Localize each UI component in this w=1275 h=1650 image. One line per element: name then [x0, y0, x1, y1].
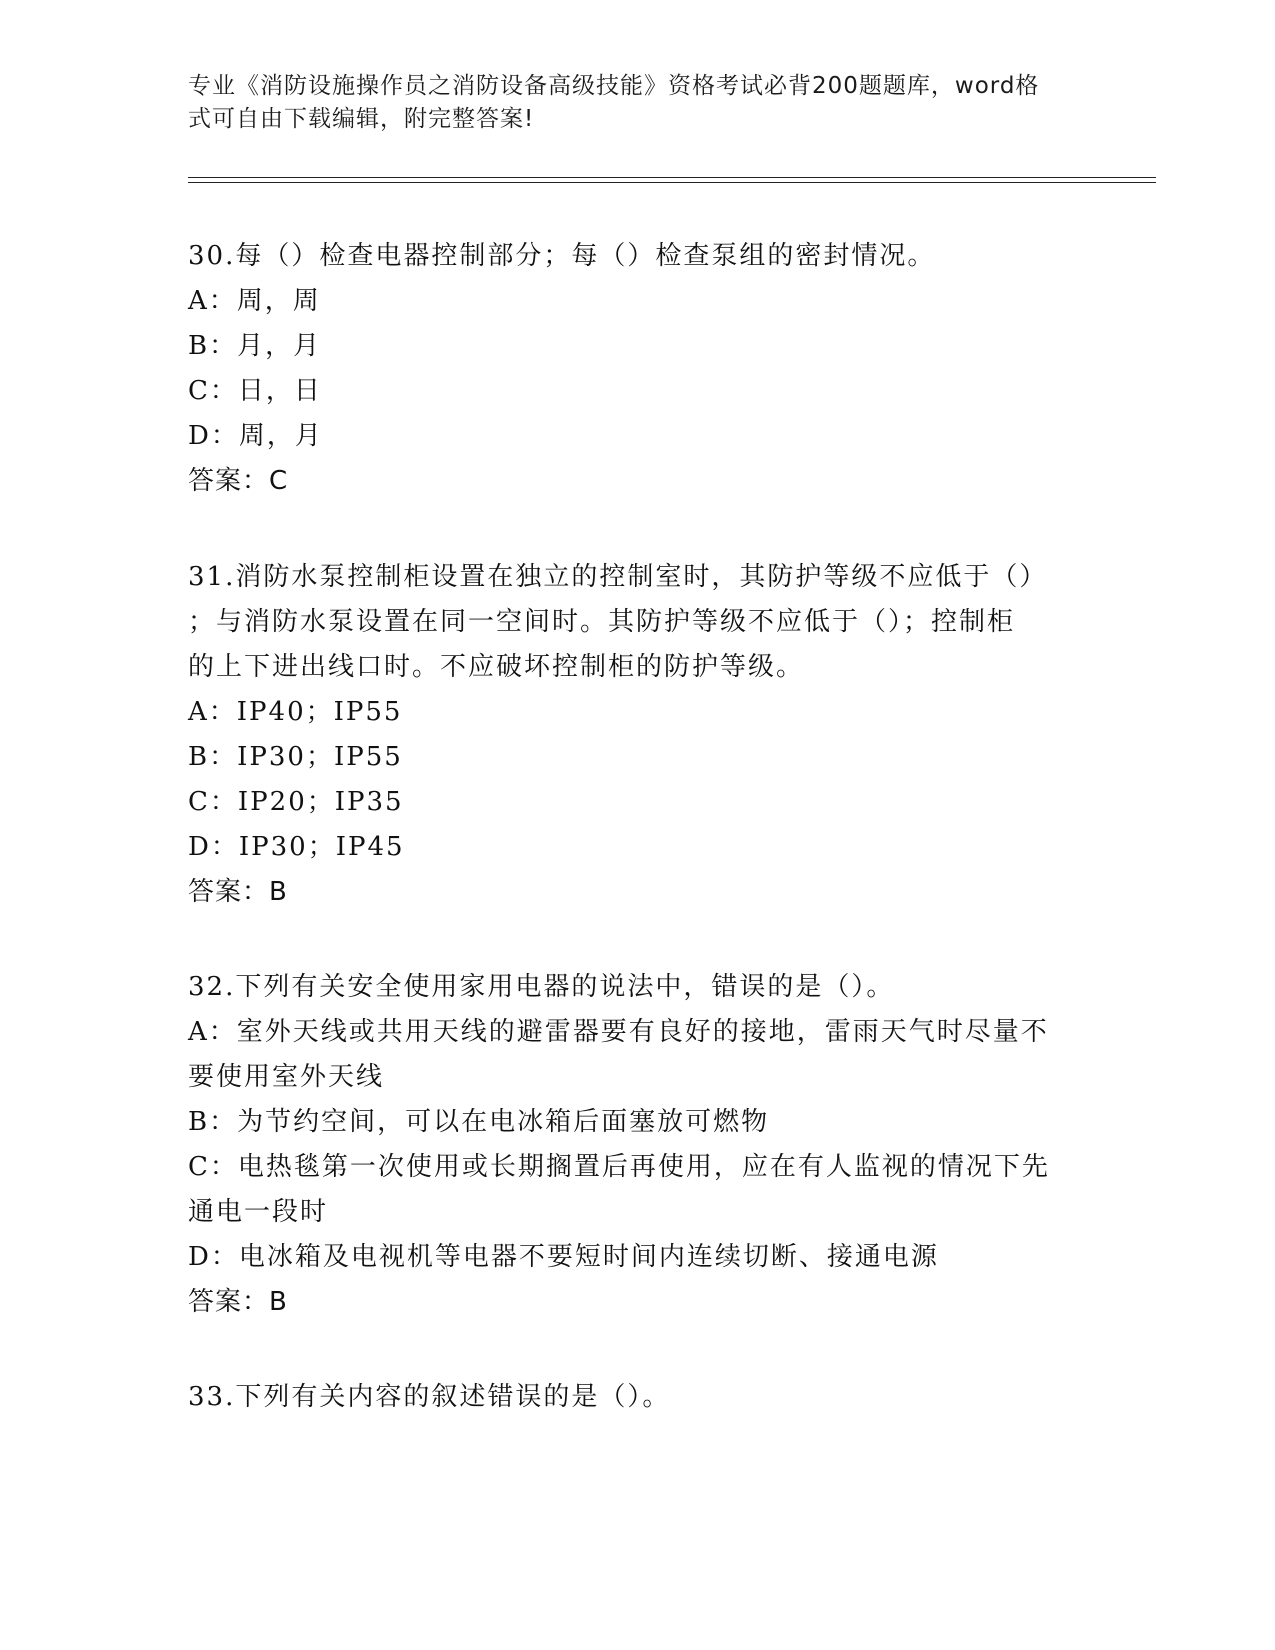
option-a: A：周，周 [188, 286, 321, 316]
question-30 [188, 234, 1088, 504]
option-a: A：室外天线或共用天线的避雷器要有良好的接地，雷雨天气时尽量不 [188, 1017, 1049, 1047]
option-a: A：IP40；IP55 [188, 697, 403, 727]
header-divider-bottom [188, 182, 1156, 183]
question-31 [188, 555, 1088, 915]
question-stem-continued: ；与消防水泵设置在同一空间时。其防护等级不应低于（）；控制柜 [188, 607, 1016, 637]
header-line-1: 专业《消防设施操作员之消防设备高级技能》资格考试必背200题题库，word格 [188, 73, 1040, 99]
question-stem: 30.每（）检查电器控制部分；每（）检查泵组的密封情况。 [188, 241, 936, 271]
question-stem: 31.消防水泵控制柜设置在独立的控制室时，其防护等级不应低于（） [188, 562, 1048, 592]
question-stem: 33.下列有关内容的叙述错误的是（）。 [188, 1382, 671, 1412]
header-line-2: 式可自由下载编辑，附完整答案! [188, 106, 535, 132]
header-divider-top [188, 177, 1156, 178]
question-stem-continued: 的上下进出线口时。不应破坏控制柜的防护等级。 [188, 652, 805, 682]
option-d: D：IP30；IP45 [188, 832, 405, 862]
option-c-continued: 通电一段时 [188, 1197, 329, 1227]
question-stem: 32.下列有关安全使用家用电器的说法中，错误的是（）。 [188, 972, 895, 1002]
option-b: B：IP30；IP55 [188, 742, 403, 772]
option-c: C：电热毯第一次使用或长期搁置后再使用，应在有人监视的情况下先 [188, 1152, 1050, 1182]
option-d: D：周，月 [188, 421, 323, 451]
answer: 答案：C [188, 466, 289, 496]
question-33 [188, 1375, 1088, 1420]
document-header [188, 70, 1068, 136]
answer: 答案：B [188, 877, 288, 907]
option-c: C：IP20；IP35 [188, 787, 404, 817]
question-32 [188, 965, 1088, 1325]
option-b: B：为节约空间，可以在电冰箱后面塞放可燃物 [188, 1107, 770, 1137]
option-c: C：日，日 [188, 376, 322, 406]
option-d: D：电冰箱及电视机等电器不要短时间内连续切断、接通电源 [188, 1242, 939, 1272]
answer: 答案：B [188, 1287, 288, 1317]
option-a-continued: 要使用室外天线 [188, 1062, 385, 1092]
option-b: B：月，月 [188, 331, 322, 361]
